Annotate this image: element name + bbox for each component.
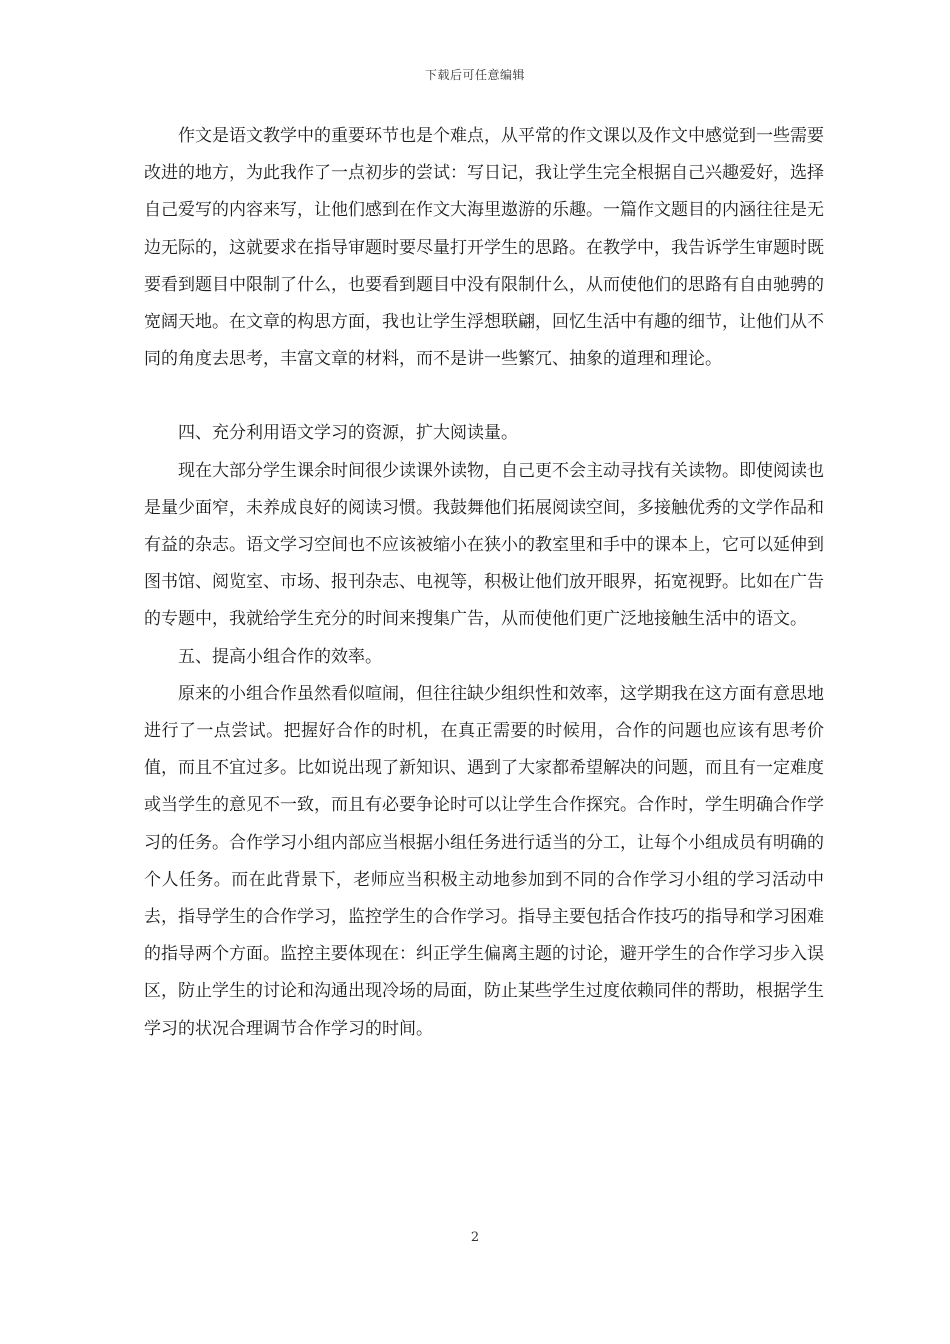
- paragraph-reading: 现在大部分学生课余时间很少读课外读物，自己更不会主动寻找有关读物。即使阅读也是量少面窄，未养成良好的阅读习惯。我鼓舞他们拓展阅读空间，多接触优秀的文学作品和有益的杂志。语文学习空间也不应该被缩小在狭小的教室里和手中的课本上，它可以延伸到图书馆、阅览室、市场、报刊杂志、电视等，积极让他们放开眼界，拓宽视野。比如在广告的专题中，我就给学生充分的时间来搜集广告，从而使他们更广泛地接触生活中的语文。: [144, 460, 824, 630]
- section-heading-four: 四、充分利用语文学习的资源，扩大阅读量。: [178, 423, 518, 444]
- page-number: 2: [470, 1230, 480, 1245]
- document-body: [144, 118, 824, 1048]
- paragraph-group-cooperation: 原来的小组合作虽然看似喧闹，但往往缺少组织性和效率，这学期我在这方面有意思地进行了一点尝试。把握好合作的时机，在真正需要的时候用，合作的问题也应该有思考价值，而且不宜过多。比如说出现了新知识、遇到了大家都希望解决的问题，而且有一定难度或当学生的意见不一致，而且有必要争论时可以让学生合作探究。合作时，学生明确合作学习的任务。合作学习小组内部应当根据小组任务进行适当的分工，让每个小组成员有明确的个人任务。而在此背景下，老师应当积极主动地参加到不同的合作学习小组的学习活动中去，指导学生的合作学习，监控学生的合作学习。指导主要包括合作技巧的指导和学习困难的指导两个方面。监控主要体现在：纠正学生偏离主题的讨论，避开学生的合作学习步入误区，防止学生的讨论和沟通出现冷场的局面，防止某些学生过度依赖同伴的帮助，根据学生学习的状况合理调节合作学习的时间。: [144, 683, 824, 1039]
- page-header: 下载后可任意编辑: [424, 68, 525, 82]
- paragraph-composition: 作文是语文教学中的重要环节也是个难点，从平常的作文课以及作文中感觉到一些需要改进的地方，为此我作了一点初步的尝试：写日记，我让学生完全根据自己兴趣爱好，选择自己爱写的内容来写，让他们感到在作文大海里遨游的乐趣。一篇作文题目的内涵往往是无边无际的，这就要求在指导审题时要尽量打开学生的思路。在教学中，我告诉学生审题时既要看到题目中限制了什么，也要看到题目中没有限制什么，从而使他们的思路有自由驰骋的宽阔天地。在文章的构思方面，我也让学生浮想联翩，回忆生活中有趣的细节，让他们从不同的角度去思考，丰富文章的材料，而不是讲一些繁冗、抽象的道理和理论。: [144, 126, 824, 370]
- paragraph-spacer: [144, 378, 824, 415]
- section-heading-five: 五、提高小组合作的效率。: [178, 646, 382, 667]
